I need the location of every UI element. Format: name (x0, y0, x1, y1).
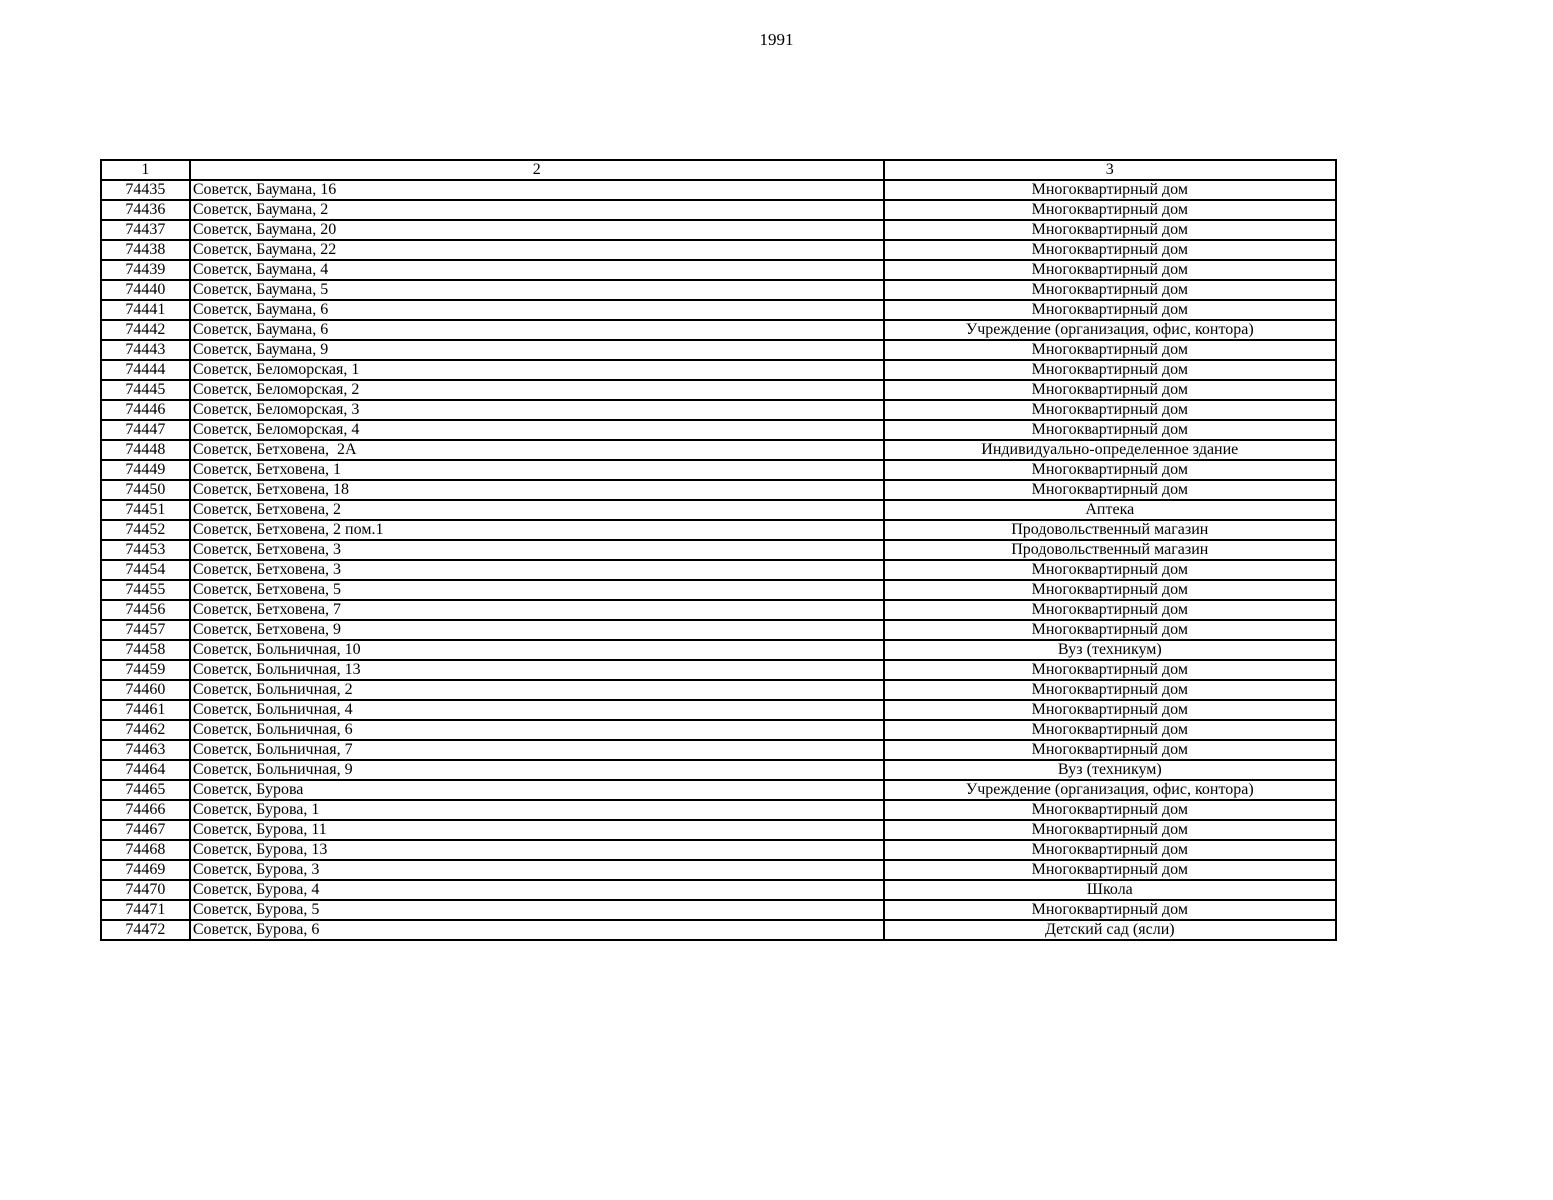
row-number-cell: 74464 (101, 760, 190, 780)
row-number-cell: 74440 (101, 280, 190, 300)
object-type-cell: Многоквартирный дом (884, 360, 1336, 380)
table-row (101, 280, 1336, 300)
table-row (101, 300, 1336, 320)
table-row (101, 580, 1336, 600)
row-number-cell: 74437 (101, 220, 190, 240)
table-row (101, 740, 1336, 760)
object-type-cell: Продовольственный магазин (884, 540, 1336, 560)
table-row (101, 380, 1336, 400)
table-row (101, 240, 1336, 260)
address-cell: Советск, Бетховена, 3 (190, 540, 884, 560)
object-type-cell: Многоквартирный дом (884, 820, 1336, 840)
register-table (100, 159, 1337, 941)
address-cell: Советск, Бурова, 11 (190, 820, 884, 840)
row-number-cell: 74439 (101, 260, 190, 280)
object-type-cell: Многоквартирный дом (884, 240, 1336, 260)
table-row (101, 420, 1336, 440)
table-row (101, 540, 1336, 560)
address-cell: Советск, Беломорская, 2 (190, 380, 884, 400)
row-number-cell: 74455 (101, 580, 190, 600)
object-type-cell: Многоквартирный дом (884, 840, 1336, 860)
row-number-cell: 74469 (101, 860, 190, 880)
row-number-cell: 74447 (101, 420, 190, 440)
row-number-cell: 74462 (101, 720, 190, 740)
row-number-cell: 74466 (101, 800, 190, 820)
address-cell: Советск, Бурова, 5 (190, 900, 884, 920)
address-cell: Советск, Бетховена, 2А (190, 440, 884, 460)
row-number-cell: 74453 (101, 540, 190, 560)
address-cell: Советск, Бетховена, 1 (190, 460, 884, 480)
header-cell-address: 2 (190, 160, 884, 180)
row-number-cell: 74463 (101, 740, 190, 760)
table-row (101, 320, 1336, 340)
table-row (101, 800, 1336, 820)
row-number-cell: 74438 (101, 240, 190, 260)
table-row (101, 340, 1336, 360)
address-cell: Советск, Бурова, 6 (190, 920, 884, 940)
address-cell: Советск, Больничная, 13 (190, 660, 884, 680)
row-number-cell: 74436 (101, 200, 190, 220)
table-row (101, 460, 1336, 480)
object-type-cell: Школа (884, 880, 1336, 900)
table-row (101, 200, 1336, 220)
table-row (101, 640, 1336, 660)
address-cell: Советск, Баумана, 4 (190, 260, 884, 280)
table-row (101, 520, 1336, 540)
object-type-cell: Многоквартирный дом (884, 660, 1336, 680)
object-type-cell: Аптека (884, 500, 1336, 520)
address-cell: Советск, Баумана, 2 (190, 200, 884, 220)
object-type-cell: Учреждение (организация, офис, контора) (884, 320, 1336, 340)
address-cell: Советск, Больничная, 7 (190, 740, 884, 760)
table-row (101, 360, 1336, 380)
address-cell: Советск, Бетховена, 9 (190, 620, 884, 640)
row-number-cell: 74454 (101, 560, 190, 580)
object-type-cell: Многоквартирный дом (884, 460, 1336, 480)
row-number-cell: 74452 (101, 520, 190, 540)
object-type-cell: Многоквартирный дом (884, 220, 1336, 240)
object-type-cell: Продовольственный магазин (884, 520, 1336, 540)
object-type-cell: Вуз (техникум) (884, 760, 1336, 780)
address-cell: Советск, Бетховена, 3 (190, 560, 884, 580)
table-body (101, 160, 1336, 940)
header-cell-number: 1 (101, 160, 190, 180)
table-row (101, 400, 1336, 420)
row-number-cell: 74461 (101, 700, 190, 720)
address-cell: Советск, Бурова, 4 (190, 880, 884, 900)
object-type-cell: Многоквартирный дом (884, 420, 1336, 440)
table-row (101, 480, 1336, 500)
address-cell: Советск, Беломорская, 4 (190, 420, 884, 440)
table-row (101, 440, 1336, 460)
table-row (101, 880, 1336, 900)
table-row (101, 780, 1336, 800)
row-number-cell: 74457 (101, 620, 190, 640)
row-number-cell: 74470 (101, 880, 190, 900)
row-number-cell: 74472 (101, 920, 190, 940)
table-row (101, 260, 1336, 280)
object-type-cell: Многоквартирный дом (884, 860, 1336, 880)
table-row (101, 600, 1336, 620)
row-number-cell: 74450 (101, 480, 190, 500)
header-cell-type: 3 (884, 160, 1336, 180)
object-type-cell: Многоквартирный дом (884, 340, 1336, 360)
address-cell: Советск, Бетховена, 5 (190, 580, 884, 600)
table-row (101, 180, 1336, 200)
table-row (101, 820, 1336, 840)
object-type-cell: Вуз (техникум) (884, 640, 1336, 660)
table-row (101, 620, 1336, 640)
address-cell: Советск, Бетховена, 18 (190, 480, 884, 500)
object-type-cell: Многоквартирный дом (884, 260, 1336, 280)
object-type-cell: Многоквартирный дом (884, 720, 1336, 740)
table-row (101, 560, 1336, 580)
object-type-cell: Многоквартирный дом (884, 200, 1336, 220)
row-number-cell: 74443 (101, 340, 190, 360)
table-header-row (101, 160, 1336, 180)
address-cell: Советск, Бетховена, 7 (190, 600, 884, 620)
object-type-cell: Многоквартирный дом (884, 380, 1336, 400)
row-number-cell: 74446 (101, 400, 190, 420)
table-row (101, 700, 1336, 720)
address-cell: Советск, Бурова, 13 (190, 840, 884, 860)
object-type-cell: Многоквартирный дом (884, 300, 1336, 320)
object-type-cell: Многоквартирный дом (884, 680, 1336, 700)
address-cell: Советск, Баумана, 20 (190, 220, 884, 240)
object-type-cell: Многоквартирный дом (884, 480, 1336, 500)
address-cell: Советск, Баумана, 5 (190, 280, 884, 300)
address-cell: Советск, Бетховена, 2 (190, 500, 884, 520)
row-number-cell: 74445 (101, 380, 190, 400)
row-number-cell: 74444 (101, 360, 190, 380)
page-number: 1991 (759, 30, 794, 49)
address-cell: Советск, Бурова (190, 780, 884, 800)
table-row (101, 720, 1336, 740)
table-row (101, 840, 1336, 860)
row-number-cell: 74451 (101, 500, 190, 520)
object-type-cell: Многоквартирный дом (884, 740, 1336, 760)
row-number-cell: 74456 (101, 600, 190, 620)
row-number-cell: 74465 (101, 780, 190, 800)
address-cell: Советск, Больничная, 9 (190, 760, 884, 780)
row-number-cell: 74449 (101, 460, 190, 480)
address-cell: Советск, Баумана, 22 (190, 240, 884, 260)
table-row (101, 760, 1336, 780)
table-row (101, 900, 1336, 920)
address-cell: Советск, Бурова, 3 (190, 860, 884, 880)
address-cell: Советск, Беломорская, 3 (190, 400, 884, 420)
row-number-cell: 74467 (101, 820, 190, 840)
object-type-cell: Многоквартирный дом (884, 560, 1336, 580)
address-cell: Советск, Баумана, 6 (190, 300, 884, 320)
address-cell: Советск, Бурова, 1 (190, 800, 884, 820)
object-type-cell: Многоквартирный дом (884, 900, 1336, 920)
table-row (101, 500, 1336, 520)
address-cell: Советск, Баумана, 16 (190, 180, 884, 200)
address-cell: Советск, Баумана, 9 (190, 340, 884, 360)
address-cell: Советск, Беломорская, 1 (190, 360, 884, 380)
object-type-cell: Многоквартирный дом (884, 180, 1336, 200)
row-number-cell: 74442 (101, 320, 190, 340)
row-number-cell: 74459 (101, 660, 190, 680)
address-cell: Советск, Больничная, 4 (190, 700, 884, 720)
address-cell: Советск, Бетховена, 2 пом.1 (190, 520, 884, 540)
object-type-cell: Многоквартирный дом (884, 280, 1336, 300)
row-number-cell: 74460 (101, 680, 190, 700)
object-type-cell: Детский сад (ясли) (884, 920, 1336, 940)
row-number-cell: 74471 (101, 900, 190, 920)
object-type-cell: Многоквартирный дом (884, 620, 1336, 640)
table-row (101, 660, 1336, 680)
row-number-cell: 74441 (101, 300, 190, 320)
object-type-cell: Многоквартирный дом (884, 400, 1336, 420)
object-type-cell: Учреждение (организация, офис, контора) (884, 780, 1336, 800)
object-type-cell: Многоквартирный дом (884, 600, 1336, 620)
table-row (101, 920, 1336, 940)
table-row (101, 680, 1336, 700)
object-type-cell: Многоквартирный дом (884, 800, 1336, 820)
object-type-cell: Многоквартирный дом (884, 580, 1336, 600)
object-type-cell: Многоквартирный дом (884, 700, 1336, 720)
object-type-cell: Индивидуально-определенное здание (884, 440, 1336, 460)
address-cell: Советск, Больничная, 2 (190, 680, 884, 700)
row-number-cell: 74435 (101, 180, 190, 200)
address-cell: Советск, Баумана, 6 (190, 320, 884, 340)
row-number-cell: 74458 (101, 640, 190, 660)
table-row (101, 220, 1336, 240)
address-cell: Советск, Больничная, 10 (190, 640, 884, 660)
address-cell: Советск, Больничная, 6 (190, 720, 884, 740)
row-number-cell: 74468 (101, 840, 190, 860)
row-number-cell: 74448 (101, 440, 190, 460)
table-row (101, 860, 1336, 880)
